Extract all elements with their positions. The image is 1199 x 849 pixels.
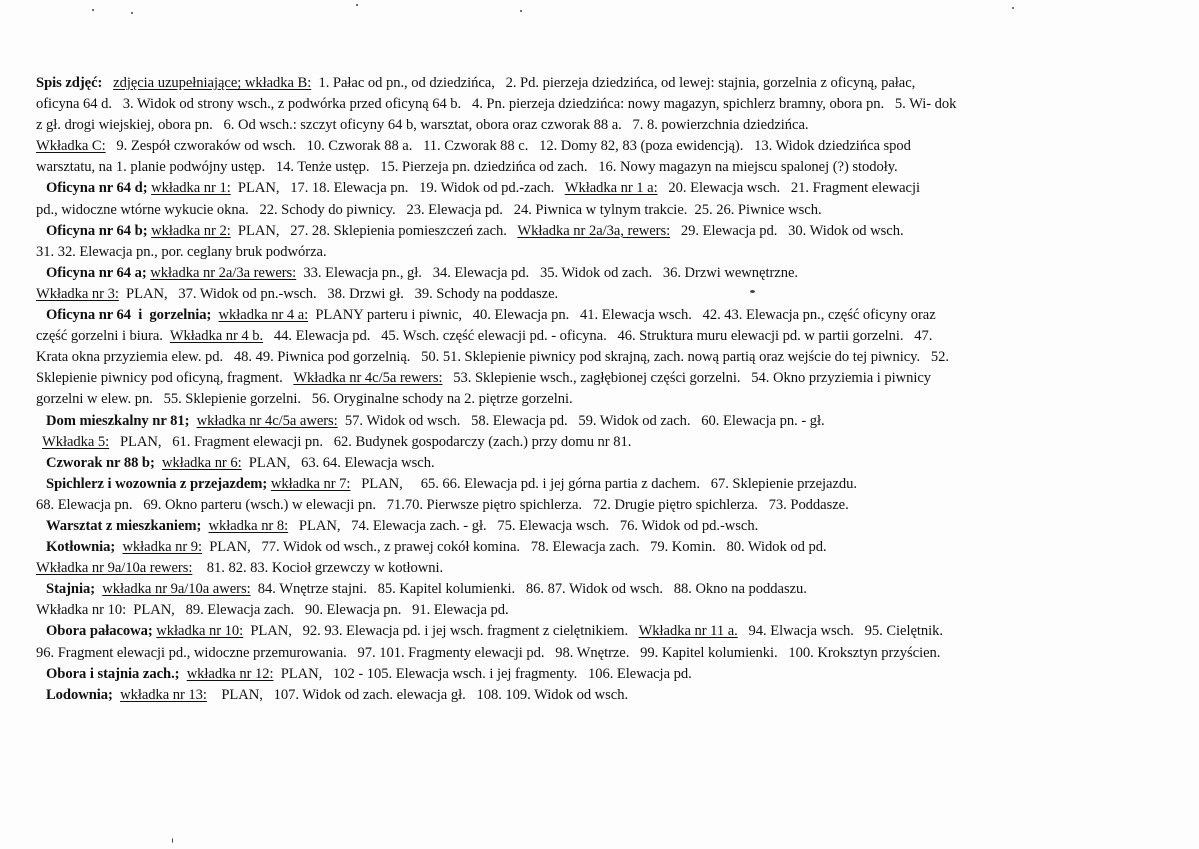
text-line xyxy=(36,600,1136,621)
insert-reference: Wkładka nr 1 a: xyxy=(564,180,658,197)
entry-text: Krata okna przyziemia elew. pd. 48. 49. Piwnica pod gorzelnią. 50. 51. Sklepienie piwnicy pod skrajną, zach. nową partią oraz wejście do tej piwnicy. 52. xyxy=(36,349,949,366)
insert-reference: Wkładka nr 2a/3a, rewers: xyxy=(517,222,671,239)
entry-text: PLAN, 27. 28. Sklepienia pomieszczeń zach. xyxy=(230,222,518,239)
entry-text: oficyna 64 d. 3. Widok od strony wsch., z podwórka przed oficyną 64 b. 4. Pn. pierzeja dziedzińca: nowy magazyn, spichlerz bramny, obora pn. 5. Wi- dok xyxy=(36,96,957,113)
entry-text: 96. Fragment elewacji pd., widoczne przemurowania. 97. 101. Fragmenty elewacji pd. 98. Wnętrze. 99. Kapitel kolumienki. 100. Kroksztyn przyścien. xyxy=(36,644,941,661)
scan-speck xyxy=(356,4,358,6)
entry-text: 81. 82. 83. Kocioł grzewczy w kotłowni. xyxy=(192,560,444,577)
insert-reference: wkładka nr 9a/10a awers: xyxy=(102,581,251,598)
text-line xyxy=(36,664,1136,685)
text-line xyxy=(36,643,1136,664)
text-line xyxy=(36,685,1136,706)
section-heading: Spis zdjęć: xyxy=(36,75,103,91)
scan-speck xyxy=(172,838,173,843)
text-line xyxy=(36,411,1136,432)
text-line xyxy=(36,94,1136,115)
text-line xyxy=(36,389,1136,410)
entry-text: 31. 32. Elewacja pn., por. ceglany bruk podwórza. xyxy=(36,243,327,260)
text-line xyxy=(36,537,1136,558)
insert-reference: wkładka nr 7: xyxy=(270,475,351,492)
text-line xyxy=(36,73,1136,94)
text-line xyxy=(36,115,1136,136)
section-heading: Oficyna nr 64 a; xyxy=(46,264,147,281)
entry-text xyxy=(113,687,120,703)
photo-index-text xyxy=(36,73,1136,706)
entry-text: PLAN, 92. 93. Elewacja pd. i jej wsch. fragment z cielętnikiem. xyxy=(243,623,639,640)
entry-text: warsztatu, na 1. planie podwójny ustęp. 14. Tenże ustęp. 15. Pierzeja pn. dziedzińca od zach. 16. Nowy magazyn na miejscu spalonej (?) stodoły. xyxy=(36,159,898,176)
entry-text: 94. Elwacja wsch. 95. Cielętnik. xyxy=(737,623,943,640)
insert-reference: wkładka nr 10: xyxy=(156,623,244,640)
entry-text: Sklepienie piwnicy pod oficyną, fragment. xyxy=(36,370,294,387)
text-line xyxy=(36,242,1136,263)
scan-speck xyxy=(520,10,522,12)
section-heading: Obora i stajnia zach.; xyxy=(46,665,180,682)
entry-text: PLAN, 102 - 105. Elewacja wsch. i jej fragmenty. 106. Elewacja pd. xyxy=(273,665,692,682)
entry-text: PLANY parteru i piwnic, 40. Elewacja pn. 41. Elewacja wsch. 42. 43. Elewacja pn., część oficyny oraz xyxy=(308,307,936,324)
section-heading: Warsztat z mieszkaniem; xyxy=(46,517,202,534)
text-line xyxy=(36,347,1136,368)
text-line xyxy=(36,516,1136,537)
section-heading: Oficyna nr 64 i gorzelnia; xyxy=(46,307,212,324)
section-heading: Spichlerz i wozownia z przejazdem; xyxy=(46,475,268,492)
entry-text xyxy=(102,75,113,91)
text-line xyxy=(36,326,1136,347)
scan-speck xyxy=(131,12,133,14)
text-line xyxy=(36,432,1136,453)
text-line xyxy=(36,558,1136,579)
scan-speck xyxy=(1012,7,1014,9)
insert-reference: wkładka nr 13: xyxy=(120,686,207,703)
entry-text xyxy=(155,455,162,471)
insert-reference: wkładka nr 4 a: xyxy=(218,307,309,324)
scan-speck xyxy=(92,9,94,11)
entry-text: 20. Elewacja wsch. 21. Fragment elewacji xyxy=(657,180,920,197)
text-line xyxy=(36,263,1136,284)
entry-text: Wkładka nr 10: PLAN, 89. Elewacja zach. 90. Elewacja pn. 91. Elewacja pd. xyxy=(36,602,509,619)
insert-reference: wkładka nr 6: xyxy=(162,454,242,471)
entry-text xyxy=(201,518,208,534)
entry-text: 84. Wnętrze stajni. 85. Kapitel kolumienki. 86. 87. Widok od wsch. 88. Okno na poddaszu. xyxy=(250,581,807,598)
text-line xyxy=(36,368,1136,389)
section-heading: Obora pałacowa; xyxy=(46,623,153,640)
insert-reference: zdjęcia uzupełniające; wkładka B: xyxy=(113,75,312,91)
text-line xyxy=(36,495,1136,516)
insert-reference: Wkładka C: xyxy=(36,138,106,155)
entry-text: pd., widoczne wtórne wykucie okna. 22. Schody do piwnicy. 23. Elewacja pd. 24. Piwnica w tylnym trakcie. 25. 26. Piwnice wsch. xyxy=(36,201,822,218)
entry-text: gorzelni w elew. pn. 55. Sklepienie gorzelni. 56. Oryginalne schody na 2. piętrze gorzelni. xyxy=(36,391,573,408)
text-line xyxy=(36,579,1136,600)
insert-reference: Wkładka nr 4c/5a rewers: xyxy=(293,370,443,387)
entry-text: 33. Elewacja pn., gł. 34. Elewacja pd. 35. Widok od zach. 36. Drzwi wewnętrzne. xyxy=(296,264,798,281)
insert-reference: wkładka nr 2: xyxy=(151,222,231,239)
entry-text: 53. Sklepienie wsch., zagłębionej części gorzelni. 54. Okno przyziemia i piwnicy xyxy=(442,370,932,387)
entry-text: PLAN, 17. 18. Elewacja pn. 19. Widok od pd.-zach. xyxy=(230,180,565,197)
insert-reference: Wkładka nr 9a/10a rewers: xyxy=(36,560,193,577)
entry-text: PLAN, 61. Fragment elewacji pn. 62. Budynek gospodarczy (zach.) przy domu nr 81. xyxy=(109,433,632,450)
entry-text: 44. Elewacja pd. 45. Wsch. część elewacji pd. - oficyna. 46. Struktura muru elewacji pd. w partii gorzelni. 47. xyxy=(263,328,933,345)
section-heading: Oficyna nr 64 d; xyxy=(46,180,148,197)
entry-text: 29. Elewacja pd. 30. Widok od wsch. xyxy=(670,222,904,239)
entry-text: część gorzelni i biura. xyxy=(36,328,170,345)
section-heading: Oficyna nr 64 b; xyxy=(46,222,148,239)
section-heading: Czworak nr 88 b; xyxy=(46,454,155,471)
entry-text: 9. Zespół czworaków od wsch. 10. Czworak 88 a. 11. Czworak 88 c. 12. Domy 82, 83 (poza ewidencją). 13. Widok dziedzińca spod xyxy=(105,138,911,155)
text-line xyxy=(36,453,1136,474)
entry-text: PLAN, 107. Widok od zach. elewacja gł. 108. 109. Widok od wsch. xyxy=(206,686,629,703)
entry-text: 68. Elewacja pn. 69. Okno parteru (wsch.) w elewacji pn. 71.70. Pierwsze piętro spichlerza. 72. Drugie piętro spichlerza. 73. Poddasze. xyxy=(36,496,849,513)
insert-reference: wkładka nr 2a/3a rewers: xyxy=(150,264,297,281)
insert-reference: Wkładka nr 3: xyxy=(36,285,119,302)
section-heading: Lodownia; xyxy=(46,686,113,703)
insert-reference: wkładka nr 4c/5a awers: xyxy=(196,412,338,429)
text-line xyxy=(36,136,1136,157)
entry-text: PLAN, 77. Widok od wsch., z prawej cokół komina. 78. Elewacja zach. 79. Komin. 80. Widok od pd. xyxy=(202,539,827,556)
text-line xyxy=(36,621,1136,642)
text-line xyxy=(36,474,1136,495)
insert-reference: wkładka nr 8: xyxy=(208,517,289,534)
text-line xyxy=(36,200,1136,221)
entry-text xyxy=(189,413,196,429)
entry-text: 1. Pałac od pn., od dziedzińca, 2. Pd. pierzeja dziedzińca, od lewej: stajnia, gorzelnia z oficyną, pałac, xyxy=(311,75,916,91)
insert-reference: Wkładka nr 4 b. xyxy=(169,328,264,345)
text-line xyxy=(36,221,1136,242)
text-line xyxy=(36,178,1136,199)
entry-text xyxy=(211,307,218,323)
insert-reference: Wkładka 5: xyxy=(42,433,110,450)
section-heading: Kotłownia; xyxy=(46,539,116,556)
insert-reference: Wkładka nr 11 a. xyxy=(638,623,738,640)
insert-reference: wkładka nr 12: xyxy=(186,665,274,682)
insert-reference: wkładka nr 1: xyxy=(151,180,231,197)
section-heading: Dom mieszkalny nr 81; xyxy=(46,412,190,429)
text-line xyxy=(36,284,1136,305)
text-line xyxy=(36,305,1136,326)
entry-text: PLAN, 65. 66. Elewacja pd. i jej górna partia z dachem. 67. Sklepienie przejazdu. xyxy=(350,475,857,492)
entry-text xyxy=(179,666,186,682)
entry-text: z gł. drogi wiejskiej, obora pn. 6. Od wsch.: szczyt oficyny 64 b, warsztat, obora oraz czworak 88 a. 7. 8. powierzchnia dziedzińca. xyxy=(36,117,809,134)
entry-text: PLAN, 74. Elewacja zach. - gł. 75. Elewacja wsch. 76. Widok od pd.-wsch. xyxy=(288,517,759,534)
entry-text: PLAN, 63. 64. Elewacja wsch. xyxy=(241,454,435,471)
section-heading: Stajnia; xyxy=(46,581,96,598)
insert-reference: wkładka nr 9: xyxy=(122,539,203,556)
text-line xyxy=(36,157,1136,178)
entry-text: PLAN, 37. Widok od pn.-wsch. 38. Drzwi gł. 39. Schody na poddasze. xyxy=(118,285,559,302)
entry-text: 57. Widok od wsch. 58. Elewacja pd. 59. Widok od zach. 60. Elewacja pn. - gł. xyxy=(337,412,825,429)
